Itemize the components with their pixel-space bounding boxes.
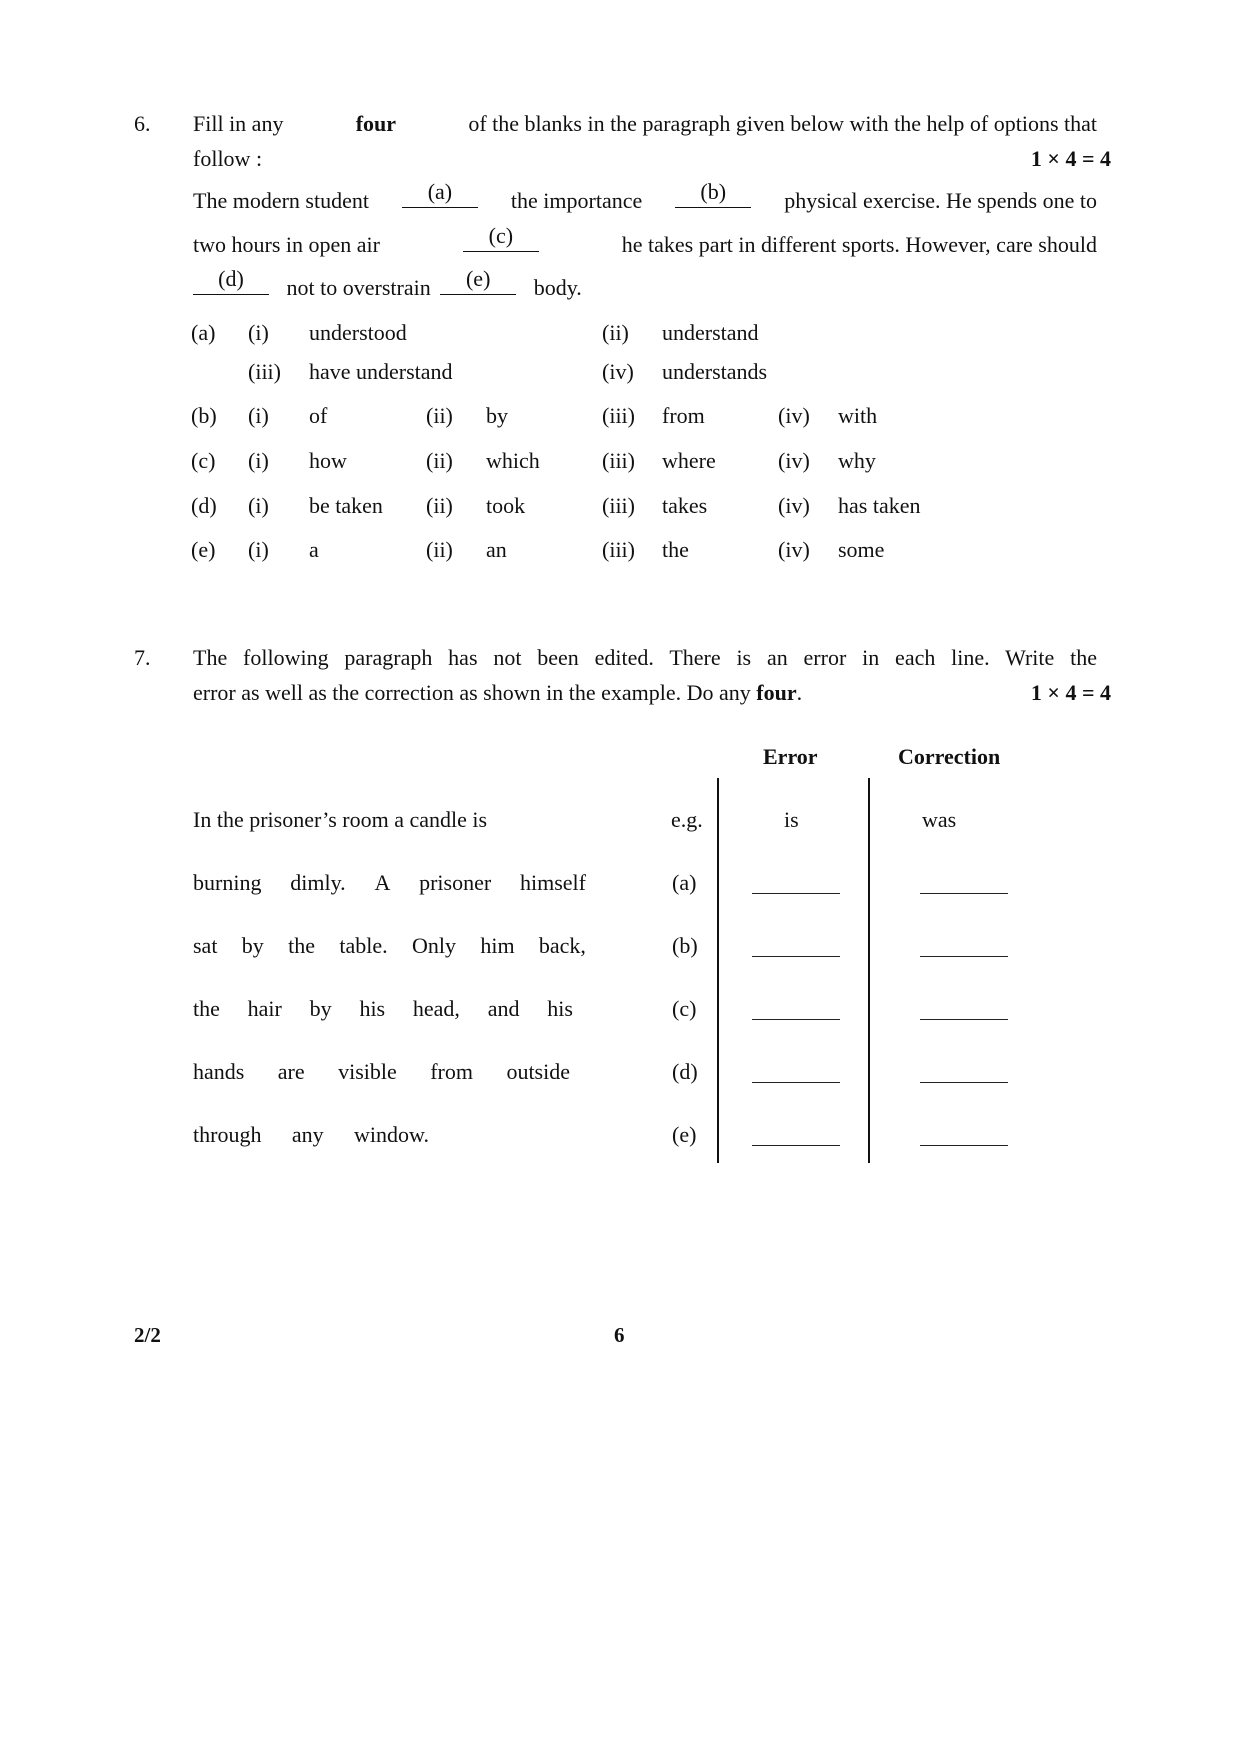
page-number: 6 <box>614 1323 625 1347</box>
option-num: (ii) <box>426 403 453 428</box>
option-num: (i) <box>248 403 269 428</box>
option-text: be taken <box>309 493 383 518</box>
option-label: (e) <box>191 537 216 562</box>
option-text: the <box>662 537 689 562</box>
option-num: (ii) <box>426 448 453 473</box>
option-text: from <box>662 403 705 428</box>
option-text: understand <box>662 320 759 345</box>
passage-line: In the prisoner’s room a candle is <box>193 807 488 832</box>
correction-answer-blank[interactable] <box>920 956 1008 957</box>
option-label: (a) <box>191 320 216 345</box>
option-num: (ii) <box>602 320 629 345</box>
passage-line: burning dimly. A prisoner himself <box>193 870 586 895</box>
q6-para-line3 <box>189 266 582 301</box>
option-num: (i) <box>248 537 269 562</box>
q7-marks: 1 × 4 = 4 <box>1030 680 1111 705</box>
q6-marks: 1 × 4 = 4 <box>1030 146 1111 171</box>
q6-para-text: body. <box>533 275 582 300</box>
option-num: (iii) <box>602 493 635 518</box>
option-text: how <box>309 448 347 473</box>
option-num: (iii) <box>248 359 281 384</box>
question-6-instruction <box>193 111 1097 137</box>
option-num: (iv) <box>778 493 810 518</box>
q6-instruction-line2: follow : <box>193 146 263 171</box>
example-correction: was <box>922 807 957 832</box>
passage-line: hands are visible from outside <box>193 1059 570 1084</box>
correction-answer-blank[interactable] <box>920 1019 1008 1020</box>
option-text: some <box>838 537 885 562</box>
error-answer-blank[interactable] <box>752 956 840 957</box>
blank-b[interactable]: (b) <box>675 189 751 208</box>
q6-para-text: physical exercise. He spends one to <box>784 188 1097 213</box>
option-text: a <box>309 537 319 562</box>
passage-line: sat by the table. Only him back, <box>193 933 586 958</box>
option-label: (b) <box>191 403 217 428</box>
option-text: why <box>838 448 876 473</box>
passage-line: through any window. <box>193 1122 429 1147</box>
option-text: took <box>486 493 526 518</box>
correction-answer-blank[interactable] <box>920 893 1008 894</box>
option-num: (iv) <box>778 403 810 428</box>
option-text: has taken <box>838 493 921 518</box>
table-divider <box>868 778 870 1163</box>
question-7-instruction: The following paragraph has not been edited. There is an error in each line. Write the <box>193 645 1097 670</box>
passage-line: the hair by his head, and his <box>193 996 573 1021</box>
error-answer-blank[interactable] <box>752 1082 840 1083</box>
blank-e[interactable]: (e) <box>440 276 516 295</box>
option-text: takes <box>662 493 708 518</box>
error-answer-blank[interactable] <box>752 893 840 894</box>
option-num: (iii) <box>602 403 635 428</box>
q6-para-text: he takes part in different sports. However, care should <box>621 232 1097 257</box>
blank-a[interactable]: (a) <box>402 189 478 208</box>
option-text: by <box>486 403 508 428</box>
correction-answer-blank[interactable] <box>920 1145 1008 1146</box>
q6-para-text: two hours in open air <box>193 232 380 257</box>
q6-instr-pre: Fill in any <box>193 111 284 136</box>
option-num: (ii) <box>426 537 453 562</box>
row-label: e.g. <box>671 807 703 832</box>
row-label: (e) <box>672 1122 697 1147</box>
example-error: is <box>784 807 799 832</box>
option-num: (i) <box>248 493 269 518</box>
option-num: (iv) <box>602 359 634 384</box>
q6-instr-post: of the blanks in the paragraph given below with the help of options that <box>468 111 1097 136</box>
question-7-number: 7. <box>134 645 151 670</box>
option-num: (i) <box>248 320 269 345</box>
blank-c[interactable]: (c) <box>463 233 539 252</box>
q6-para-text: The modern student <box>193 188 369 213</box>
correction-answer-blank[interactable] <box>920 1082 1008 1083</box>
option-num: (iv) <box>778 537 810 562</box>
table-divider <box>717 778 719 1163</box>
q6-para-line2 <box>193 223 1097 258</box>
row-label: (c) <box>672 996 697 1021</box>
q7-instruction-line2: error as well as the correction as shown in the example. Do any four. <box>193 680 803 705</box>
option-num: (iii) <box>602 448 635 473</box>
option-num: (i) <box>248 448 269 473</box>
option-text: with <box>838 403 878 428</box>
option-label: (c) <box>191 448 216 473</box>
blank-d[interactable]: (d) <box>193 276 269 295</box>
option-text: of <box>309 403 328 428</box>
q6-para-text: the importance <box>510 188 643 213</box>
option-label: (d) <box>191 493 217 518</box>
option-text: which <box>486 448 540 473</box>
question-6-number: 6. <box>134 111 151 136</box>
paper-code: 2/2 <box>134 1323 161 1347</box>
q6-instr-bold: four <box>355 111 397 136</box>
col-header-correction: Correction <box>898 744 1001 769</box>
option-text: where <box>662 448 716 473</box>
row-label: (a) <box>672 870 697 895</box>
option-num: (iii) <box>602 537 635 562</box>
option-text: have understand <box>309 359 453 384</box>
q6-para-line1 <box>193 179 1097 214</box>
option-text: understands <box>662 359 768 384</box>
option-num: (ii) <box>426 493 453 518</box>
option-num: (iv) <box>778 448 810 473</box>
option-text: an <box>486 537 507 562</box>
row-label: (b) <box>672 933 698 958</box>
row-label: (d) <box>672 1059 698 1084</box>
q6-para-text: not to overstrain <box>286 275 431 300</box>
error-answer-blank[interactable] <box>752 1019 840 1020</box>
option-text: understood <box>309 320 407 345</box>
error-answer-blank[interactable] <box>752 1145 840 1146</box>
col-header-error: Error <box>763 744 818 769</box>
